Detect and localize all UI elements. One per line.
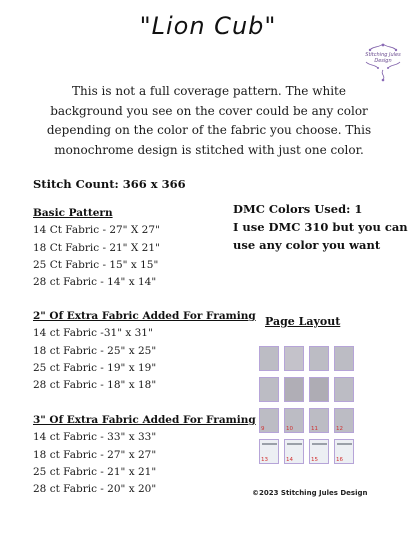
page-thumbnail xyxy=(334,377,354,402)
page-number: 9 xyxy=(261,426,265,432)
dmc-note-line: I use DMC 310 but you can xyxy=(233,220,408,234)
pattern-strip xyxy=(287,443,302,445)
page-number: 11 xyxy=(311,426,318,432)
page-number: 12 xyxy=(336,426,343,432)
fabric-size-line: 18 ct Fabric - 25" x 25" xyxy=(33,344,157,357)
page-number: 13 xyxy=(261,457,268,463)
page-number: 14 xyxy=(286,457,293,463)
extra-2-inch-section xyxy=(33,308,256,394)
page-thumbnail xyxy=(309,346,329,371)
page-thumbnail xyxy=(309,408,329,433)
section-header: 2" Of Extra Fabric Added For Framing xyxy=(33,310,256,322)
page-thumbnail xyxy=(334,439,354,464)
page-number: 10 xyxy=(286,426,293,432)
basic-pattern-section xyxy=(33,205,160,291)
dmc-colors-section xyxy=(233,200,408,254)
page-thumbnail xyxy=(284,377,304,402)
fabric-size-line: 28 ct Fabric - 18" x 18" xyxy=(33,379,157,392)
copyright-notice: ©2023 Stitching Jules Design xyxy=(252,489,368,497)
extra-3-inch-section xyxy=(33,412,256,498)
page-thumbnail xyxy=(284,408,304,433)
fabric-size-line: 25 ct Fabric - 21" x 21" xyxy=(33,465,157,478)
fabric-size-line: 18 Ct Fabric - 21" X 21" xyxy=(33,241,160,254)
fabric-size-line: 14 Ct Fabric - 27" X 27" xyxy=(33,224,160,237)
brand-logo xyxy=(358,40,408,84)
page-thumbnail xyxy=(259,377,279,402)
fabric-size-line: 18 ct Fabric - 27" x 27" xyxy=(33,448,157,461)
pattern-strip xyxy=(262,443,277,445)
page-number: 16 xyxy=(336,457,343,463)
pattern-title: "Lion Cub" xyxy=(139,12,277,40)
fabric-size-line: 14 ct Fabric - 33" x 33" xyxy=(33,431,157,444)
section-header: 3" Of Extra Fabric Added For Framing xyxy=(33,414,256,426)
page-thumbnail xyxy=(309,439,329,464)
page-number: 15 xyxy=(311,457,318,463)
page-thumbnail xyxy=(309,377,329,402)
stitch-count: Stitch Count: 366 x 366 xyxy=(33,177,186,191)
dmc-note-line: use any color you want xyxy=(233,238,381,252)
fabric-size-line: 28 ct Fabric - 14" x 14" xyxy=(33,276,157,289)
fabric-size-line: 14 ct Fabric -31" x 31" xyxy=(33,327,153,340)
fabric-size-line: 25 Ct Fabric - 15" x 15" xyxy=(33,258,159,271)
page-thumbnail xyxy=(334,408,354,433)
fabric-size-line: 25 ct Fabric - 19" x 19" xyxy=(33,361,157,374)
page-thumbnail xyxy=(259,346,279,371)
section-header: Basic Pattern xyxy=(33,207,113,219)
page-layout-title: Page Layout xyxy=(265,315,341,328)
logo-text: Stitching Jules Design xyxy=(365,52,401,64)
pattern-strip xyxy=(312,443,327,445)
dmc-colors-count: DMC Colors Used: 1 xyxy=(233,202,363,216)
pattern-strip xyxy=(337,443,352,445)
page-thumbnail xyxy=(259,439,279,464)
page-layout-grid xyxy=(259,346,355,468)
fabric-size-line: 28 ct Fabric - 20" x 20" xyxy=(33,483,157,496)
intro-paragraph: This is not a full coverage pattern. The white background you see on the cover could be any color depending on the color of the fabric you choose. This monochrome design is stitched with just one color. xyxy=(46,84,372,157)
page-thumbnail xyxy=(284,346,304,371)
page-thumbnail xyxy=(259,408,279,433)
page-thumbnail xyxy=(284,439,304,464)
page-thumbnail xyxy=(334,346,354,371)
